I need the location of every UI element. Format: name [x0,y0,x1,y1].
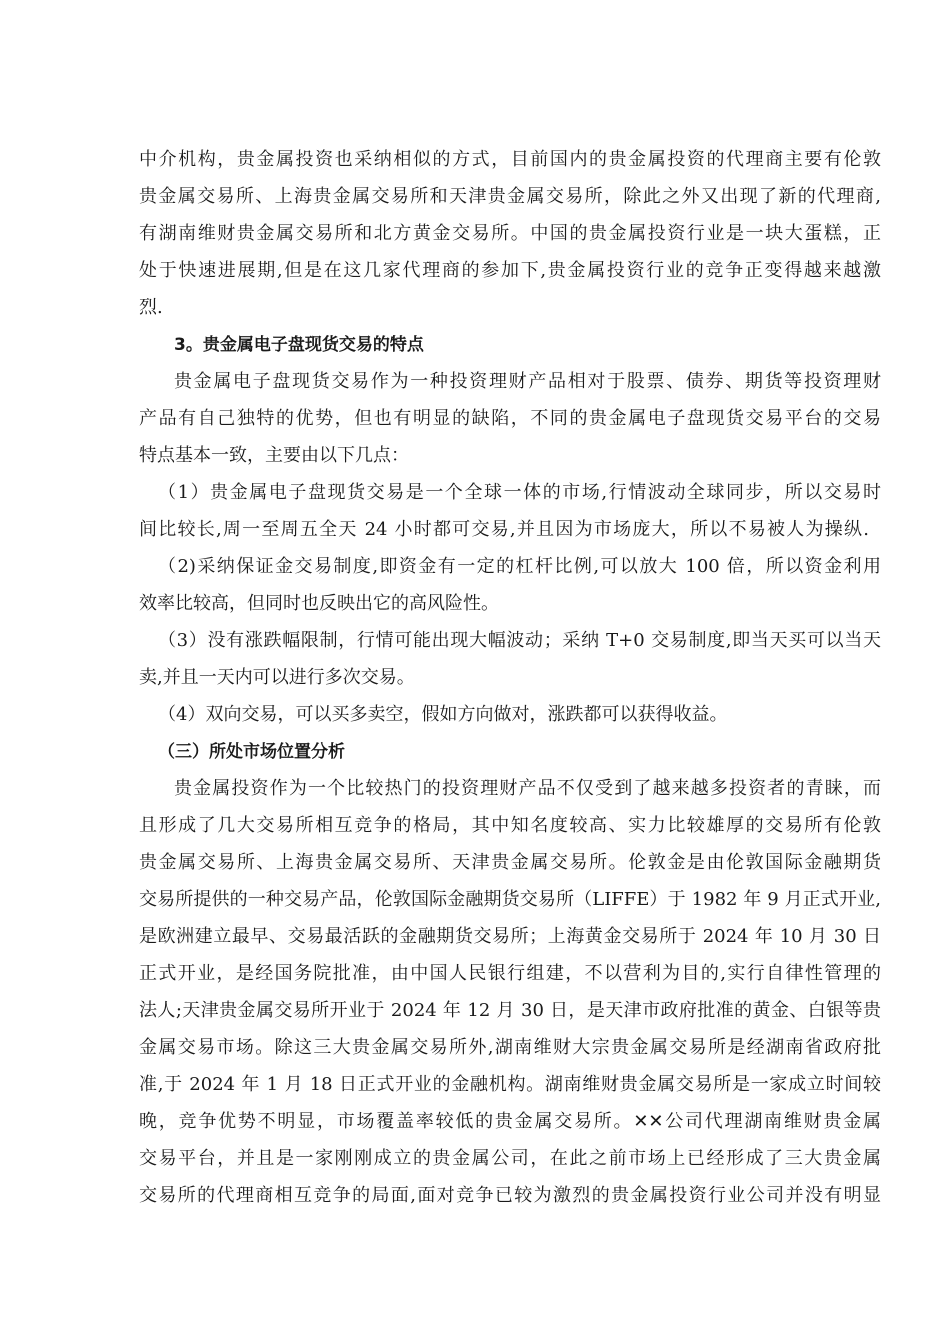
paragraph-line: 法人;天津贵金属交易所开业于 2024 年 12 月 30 日，是天津市政府批准的黄金、白银等贵 [139,1000,881,1021]
paragraph-line: 交易平台，并且是一家刚刚成立的贵金属公司，在此之前市场上已经形成了三大贵金属 [139,1148,881,1169]
paragraph-line: 贵金属电子盘现货交易作为一种投资理财产品相对于股票、债券、期货等投资理财 [174,371,881,392]
paragraph-line: 贵金属交易所、上海贵金属交易所和天津贵金属交易所，除此之外又出现了新的代理商, [139,186,881,207]
list-item-line: （1）贵金属电子盘现货交易是一个全球一体的市场,行情波动全球同步，所以交易时 [158,482,881,503]
paragraph-line: 交易所提供的一种交易产品，伦敦国际金融期货交易所（LIFFE）于 1982 年 9 月正式开业, [139,889,881,910]
paragraph-line: 金属交易市场。除这三大贵金属交易所外,湖南维财大宗贵金属交易所是经湖南省政府批 [139,1037,881,1058]
paragraph-line: 有湖南维财贵金属交易所和北方黄金交易所。中国的贵金属投资行业是一块大蛋糕，正 [139,223,881,244]
paragraph-line: 处于快速进展期,但是在这几家代理商的参加下,贵金属投资行业的竞争正变得越来越激 [139,260,881,281]
list-item-line: （2)采纳保证金交易制度,即资金有一定的杠杆比例,可以放大 100 倍，所以资金利用 [158,556,881,577]
list-item-line: （3）没有涨跌幅限制，行情可能出现大幅波动；采纳 T+0 交易制度,即当天买可以当天 [158,630,881,651]
paragraph-line: 准,于 2024 年 1 月 18 日正式开业的金融机构。湖南维财贵金属交易所是一家成立时间较 [139,1074,881,1095]
paragraph-line: 晚，竞争优势不明显，市场覆盖率较低的贵金属交易所。✕✕公司代理湖南维财贵金属 [139,1111,881,1132]
list-item-line: 卖,并且一天内可以进行多次交易。 [139,667,415,688]
paragraph-line: 贵金属投资作为一个比较热门的投资理财产品不仅受到了越来越多投资者的青睐，而 [174,778,881,799]
paragraph-line: 特点基本一致，主要由以下几点： [139,445,409,466]
paragraph-line: 贵金属交易所、上海贵金属交易所、天津贵金属交易所。伦敦金是由伦敦国际金融期货 [139,852,881,873]
list-item-line: （4）双向交易，可以买多卖空，假如方向做对，涨跌都可以获得收益。 [158,704,728,725]
list-item-line: 效率比较高，但同时也反映出它的高风险性。 [139,593,499,614]
paragraph-line: 是欧洲建立最早、交易最活跃的金融期货交易所；上海黄金交易所于 2024 年 10 月 30 日 [139,926,881,947]
paragraph-line: 正式开业，是经国务院批准，由中国人民银行组建，不以营利为目的,实行自律性管理的 [139,963,881,984]
paragraph-line: 中介机构，贵金属投资也采纳相似的方式，目前国内的贵金属投资的代理商主要有伦敦 [139,149,881,170]
paragraph-line: 且形成了几大交易所相互竞争的格局，其中知名度较高、实力比较雄厚的交易所有伦敦 [139,815,881,836]
paragraph-line: 烈. [139,297,163,318]
paragraph-line: 产品有自己独特的优势，但也有明显的缺陷，不同的贵金属电子盘现货交易平台的交易 [139,408,881,429]
paragraph-line: 交易所的代理商相互竞争的局面,面对竞争已较为激烈的贵金属投资行业公司并没有明显 [139,1185,881,1206]
section-heading: （三）所处市场位置分析 [158,742,345,762]
list-item-line: 间比较长,周一至周五全天 24 小时都可交易,并且因为市场庞大，所以不易被人为操纵. [139,519,869,540]
section-heading: 3。贵金属电子盘现货交易的特点 [174,335,424,355]
